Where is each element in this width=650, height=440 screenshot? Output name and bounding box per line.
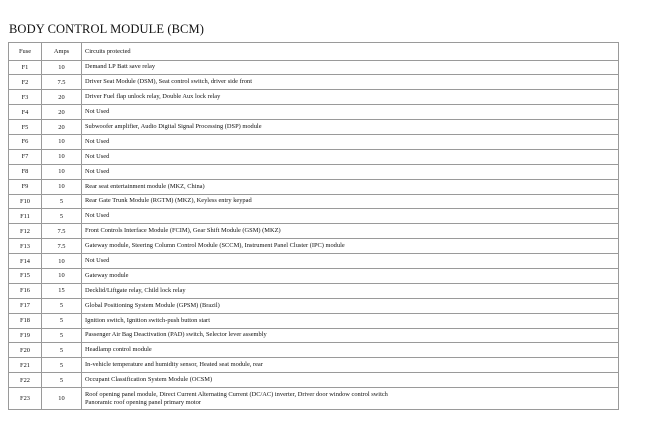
- fuse-table: [8, 42, 619, 410]
- amps-cell: 10: [42, 134, 82, 149]
- circuits-cell: [82, 194, 619, 209]
- circuit-line: In-vehicle temperature and humidity sensor, Heated seat module, rear: [85, 361, 263, 369]
- column-header-circuits: Circuits protected: [82, 43, 619, 61]
- fuse-cell: F19: [9, 328, 42, 343]
- table-row: [9, 209, 619, 224]
- fuse-cell: F9: [9, 179, 42, 194]
- amps-cell: 10: [42, 149, 82, 164]
- fuse-cell: F10: [9, 194, 42, 209]
- amps-cell: 7.5: [42, 224, 82, 239]
- table-row: [9, 283, 619, 298]
- fuse-cell: F18: [9, 313, 42, 328]
- amps-cell: 5: [42, 298, 82, 313]
- amps-cell: 5: [42, 328, 82, 343]
- circuit-line: Subwoofer amplifier, Audio Digital Signal Processing (DSP) module: [85, 123, 262, 130]
- circuits-cell: [82, 164, 619, 179]
- circuits-cell: [82, 239, 619, 254]
- fuse-cell: F2: [9, 75, 42, 90]
- amps-cell: 5: [42, 343, 82, 358]
- table-body: [9, 60, 619, 410]
- circuit-line: Decklid/Liftgate relay, Child lock relay: [85, 286, 186, 294]
- circuit-line: Not Used: [85, 152, 110, 160]
- amps-cell: 5: [42, 358, 82, 373]
- amps-cell: 20: [42, 90, 82, 105]
- table-row: [9, 120, 619, 135]
- circuits-cell: [82, 75, 619, 90]
- table-row: [9, 328, 619, 343]
- fuse-cell: F23: [9, 388, 42, 410]
- circuits-cell: [82, 298, 619, 313]
- fuse-cell: F16: [9, 283, 42, 298]
- circuits-cell: [82, 179, 619, 194]
- circuit-line: Occupant Classification System Module (OCSM): [85, 376, 213, 384]
- circuit-line: Roof opening panel module, Direct Current Alternating Current (DC/AC) inverter, Driver door window control switch: [85, 390, 388, 398]
- circuits-cell: [82, 224, 619, 239]
- circuit-line: Rear seat entertainment module (MKZ, China): [85, 182, 205, 190]
- circuits-cell: [82, 105, 619, 120]
- amps-cell: 5: [42, 194, 82, 209]
- circuits-cell: [82, 358, 619, 373]
- circuit-line: Driver Seat Module (DSM), Seat control switch, driver side front: [85, 78, 253, 86]
- table-row: [9, 60, 619, 75]
- table-row: [9, 313, 619, 328]
- amps-cell: 10: [42, 268, 82, 283]
- fuse-cell: F13: [9, 239, 42, 254]
- circuit-line: Not Used: [85, 167, 110, 175]
- circuit-line: Gateway module, Steering Column Control Module (SCCM), Instrument Panel Cluster (IPC) module: [85, 242, 345, 250]
- table-row: [9, 134, 619, 149]
- circuit-line: Global Positioning System Module (GPSM) (Brazil): [85, 301, 220, 309]
- column-header-fuse: Fuse: [9, 43, 42, 61]
- circuits-cell: [82, 120, 619, 135]
- circuits-cell: [82, 283, 619, 298]
- amps-cell: 7.5: [42, 75, 82, 90]
- circuit-line: Not Used: [85, 212, 110, 220]
- table-row: [9, 90, 619, 105]
- fuse-cell: F1: [9, 60, 42, 75]
- fuse-cell: F11: [9, 209, 42, 224]
- circuit-line: Ignition switch, Ignition switch-push button start: [85, 316, 210, 324]
- fuse-cell: F22: [9, 373, 42, 388]
- circuits-cell: [82, 60, 619, 75]
- circuit-line: Front Controls Interface Module (FCIM), Gear Shift Module (GSM) (MKZ): [85, 227, 281, 235]
- circuits-cell: [82, 268, 619, 283]
- amps-cell: 10: [42, 60, 82, 75]
- amps-cell: 15: [42, 283, 82, 298]
- table-header-row: [9, 43, 619, 61]
- amps-cell: 7.5: [42, 239, 82, 254]
- fuse-cell: F21: [9, 358, 42, 373]
- fuse-cell: F17: [9, 298, 42, 313]
- table-row: [9, 358, 619, 373]
- circuit-line: Not Used: [85, 257, 110, 265]
- circuits-cell: [82, 90, 619, 105]
- circuits-cell: [82, 149, 619, 164]
- table-row: [9, 224, 619, 239]
- circuit-line: Headlamp control module: [85, 346, 152, 354]
- amps-cell: 10: [42, 254, 82, 269]
- circuit-line: Passenger Air Bag Deactivation (PAD) switch, Selector lever assembly: [85, 331, 267, 339]
- circuit-line: Not Used: [85, 108, 110, 116]
- table-row: [9, 164, 619, 179]
- circuits-cell: [82, 134, 619, 149]
- fuse-cell: F5: [9, 120, 42, 135]
- circuits-cell: [82, 313, 619, 328]
- fuse-cell: F4: [9, 105, 42, 120]
- circuit-line: Rear Gate Trunk Module (RGTM) (MKZ), Keyless entry keypad: [85, 197, 252, 205]
- fuse-cell: F7: [9, 149, 42, 164]
- circuit-line: Demand LP Batt save relay: [85, 63, 156, 71]
- circuits-cell: [82, 328, 619, 343]
- circuit-line: Panoramic roof opening panel primary motor: [85, 398, 201, 406]
- column-header-amps: Amps: [42, 43, 82, 61]
- fuse-cell: F6: [9, 134, 42, 149]
- amps-cell: 10: [42, 164, 82, 179]
- fuse-cell: F14: [9, 254, 42, 269]
- circuits-cell: [82, 254, 619, 269]
- amps-cell: 10: [42, 179, 82, 194]
- fuse-cell: F8: [9, 164, 42, 179]
- amps-cell: 10: [42, 388, 82, 410]
- table-row: [9, 343, 619, 358]
- table-row: [9, 75, 619, 90]
- circuits-cell: [82, 388, 619, 410]
- table-row: [9, 254, 619, 269]
- circuit-line: Not Used: [85, 137, 110, 145]
- amps-cell: 20: [42, 105, 82, 120]
- amps-cell: 5: [42, 373, 82, 388]
- fuse-cell: F15: [9, 268, 42, 283]
- amps-cell: 5: [42, 209, 82, 224]
- circuits-cell: [82, 209, 619, 224]
- table-row: [9, 239, 619, 254]
- page-title: BODY CONTROL MODULE (BCM): [9, 22, 204, 36]
- table-row: [9, 268, 619, 283]
- circuit-line: Gateway module: [85, 271, 129, 279]
- table-row: [9, 179, 619, 194]
- amps-cell: 5: [42, 313, 82, 328]
- fuse-cell: F20: [9, 343, 42, 358]
- circuits-cell: [82, 343, 619, 358]
- circuit-line: Driver Fuel flap unlock relay, Double Aux lock relay: [85, 93, 221, 101]
- table-row: [9, 298, 619, 313]
- table-row: [9, 388, 619, 410]
- table-row: [9, 194, 619, 209]
- fuse-cell: F3: [9, 90, 42, 105]
- table-row: [9, 105, 619, 120]
- table-row: [9, 373, 619, 388]
- fuse-cell: F12: [9, 224, 42, 239]
- amps-cell: 20: [42, 120, 82, 135]
- table-row: [9, 149, 619, 164]
- circuits-cell: [82, 373, 619, 388]
